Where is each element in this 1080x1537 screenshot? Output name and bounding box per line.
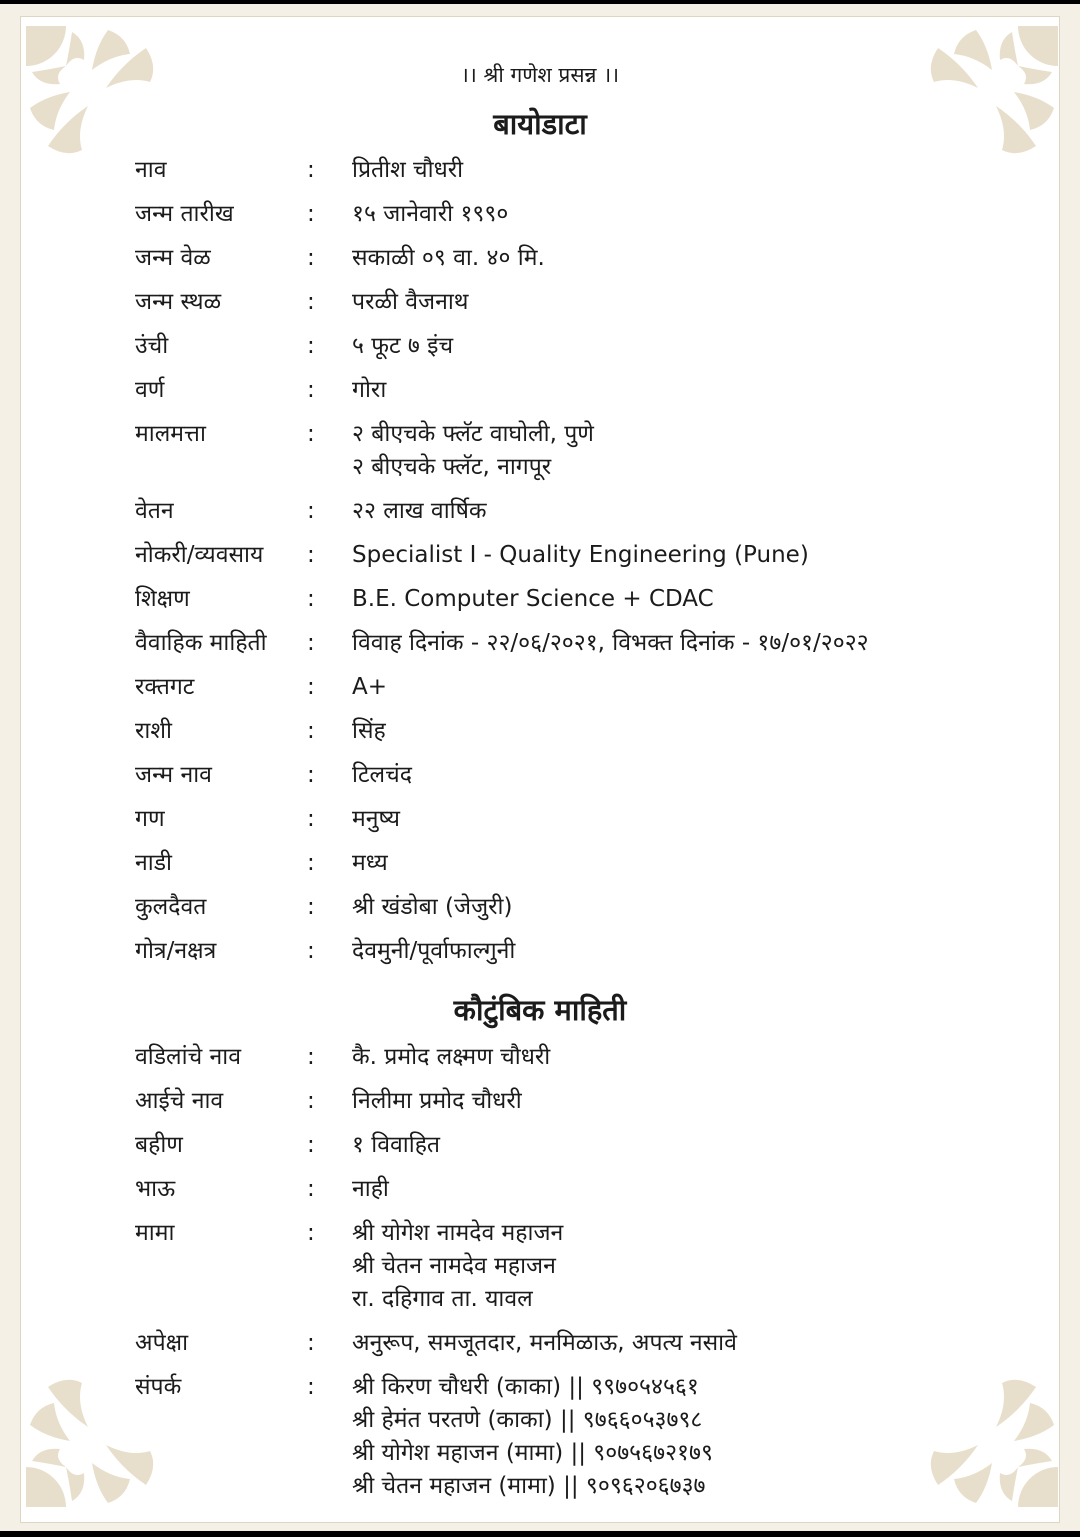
detail-value-line: श्री योगेश महाजन (मामा) || ९०७५६७२१७९: [352, 1440, 713, 1466]
detail-row: [135, 374, 1015, 407]
detail-row: [135, 759, 1015, 792]
detail-value: [352, 891, 1015, 924]
detail-value-line: सिंह: [352, 718, 386, 744]
detail-value-line: श्री योगेश नामदेव महाजन: [352, 1220, 564, 1246]
detail-row: [135, 1041, 1015, 1074]
separator-colon: :: [307, 542, 315, 568]
detail-label: बहीण: [135, 1132, 183, 1158]
detail-value: [352, 418, 1015, 484]
detail-value: [352, 627, 1015, 660]
detail-value-line: श्री हेमंत परतणे (काका) || ९७६६०५३७९८: [352, 1407, 703, 1433]
detail-value: [352, 715, 1015, 748]
detail-row: [135, 891, 1015, 924]
detail-label: नोकरी/व्यवसाय: [135, 542, 264, 568]
detail-value-line: विवाह दिनांक - २२/०६/२०२१, विभक्त दिनांक - १७/०१/२०२२: [352, 630, 869, 656]
detail-value-line: २ बीएचके फ्लॅट वाघोली, पुणे: [352, 421, 594, 447]
separator-colon: :: [307, 762, 315, 788]
separator-colon: :: [307, 674, 315, 700]
separator-colon: :: [307, 1044, 315, 1070]
detail-value-line: प्रितीश चौधरी: [352, 157, 464, 183]
detail-label: वर्ण: [135, 377, 165, 403]
detail-value-line: Specialist I - Quality Engineering (Pune): [352, 542, 809, 568]
separator-colon: :: [307, 850, 315, 876]
detail-value-line: अनुरूप, समजूतदार, मनमिळाऊ, अपत्य नसावे: [352, 1330, 737, 1356]
detail-value: [352, 759, 1015, 792]
detail-label: नाव: [135, 157, 167, 183]
detail-value: [352, 154, 1015, 187]
detail-label: जन्म तारीख: [135, 201, 234, 227]
detail-value-line: श्री चेतन महाजन (मामा) || ९०९६२०६७३७: [352, 1473, 706, 1499]
detail-value: [352, 583, 1015, 616]
detail-value: [352, 1327, 1015, 1360]
separator-colon: :: [307, 201, 315, 227]
detail-label: रक्तगट: [135, 674, 195, 700]
detail-row: [135, 715, 1015, 748]
detail-label: मालमत्ता: [135, 421, 206, 447]
detail-label: गण: [135, 806, 165, 832]
detail-value: [352, 198, 1015, 231]
detail-label: संपर्क: [135, 1374, 182, 1400]
detail-value: [352, 242, 1015, 275]
detail-value: [352, 1041, 1015, 1074]
detail-label: राशी: [135, 718, 172, 744]
detail-value-line: B.E. Computer Science + CDAC: [352, 586, 714, 612]
detail-row: [135, 1085, 1015, 1118]
detail-row: [135, 1217, 1015, 1316]
detail-value-line: A+: [352, 674, 388, 700]
separator-colon: :: [307, 289, 315, 315]
detail-value-line: रा. दहिगाव ता. यावल: [352, 1286, 533, 1312]
detail-value-line: सकाळी ०९ वा. ४० मि.: [352, 245, 545, 271]
separator-colon: :: [307, 718, 315, 744]
detail-row: [135, 330, 1015, 363]
detail-label: जन्म वेळ: [135, 245, 211, 271]
detail-row: [135, 1371, 1015, 1503]
detail-label: नाडी: [135, 850, 172, 876]
detail-label: जन्म नाव: [135, 762, 212, 788]
page-title: बायोडाटा: [493, 107, 587, 141]
detail-row: [135, 583, 1015, 616]
separator-colon: :: [307, 157, 315, 183]
separator-colon: :: [307, 421, 315, 447]
detail-value-line: मध्य: [352, 850, 388, 876]
family-section-title: कौटुंबिक माहिती: [453, 993, 627, 1027]
separator-colon: :: [307, 377, 315, 403]
detail-value: [352, 330, 1015, 363]
detail-value-line: परळी वैजनाथ: [352, 289, 469, 315]
detail-row: [135, 803, 1015, 836]
family-details: [135, 1041, 1015, 1514]
detail-value-line: ५ फूट ७ इंच: [352, 333, 454, 359]
detail-value-line: निलीमा प्रमोद चौधरी: [352, 1088, 522, 1114]
separator-colon: :: [307, 1132, 315, 1158]
separator-colon: :: [307, 1330, 315, 1356]
detail-row: [135, 154, 1015, 187]
separator-colon: :: [307, 1088, 315, 1114]
detail-value-line: देवमुनी/पूर्वाफाल्गुनी: [352, 938, 516, 964]
detail-label: कुलदैवत: [135, 894, 207, 920]
separator-colon: :: [307, 245, 315, 271]
detail-row: [135, 1129, 1015, 1162]
detail-value: [352, 1085, 1015, 1118]
detail-value: [352, 803, 1015, 836]
separator-colon: :: [307, 1176, 315, 1202]
separator-colon: :: [307, 1374, 315, 1400]
detail-value-line: मनुष्य: [352, 806, 401, 832]
detail-label: अपेक्षा: [135, 1330, 189, 1356]
detail-value: [352, 671, 1015, 704]
detail-value: [352, 374, 1015, 407]
detail-value-line: १५ जानेवारी १९९०: [352, 201, 509, 227]
detail-value: [352, 847, 1015, 880]
detail-row: [135, 286, 1015, 319]
detail-value: [352, 495, 1015, 528]
detail-value: [352, 1129, 1015, 1162]
detail-row: [135, 671, 1015, 704]
separator-colon: :: [307, 938, 315, 964]
separator-colon: :: [307, 498, 315, 524]
detail-value-line: श्री चेतन नामदेव महाजन: [352, 1253, 556, 1279]
detail-row: [135, 1173, 1015, 1206]
detail-label: उंची: [135, 333, 169, 359]
detail-value-line: श्री किरण चौधरी (काका) || ९९७०५४५६१: [352, 1374, 699, 1400]
detail-label: मामा: [135, 1220, 175, 1246]
detail-label: गोत्र/नक्षत्र: [135, 938, 217, 964]
detail-value-line: नाही: [352, 1176, 389, 1202]
detail-row: [135, 847, 1015, 880]
separator-colon: :: [307, 586, 315, 612]
detail-value-line: कै. प्रमोद लक्ष्मण चौधरी: [352, 1044, 551, 1070]
detail-row: [135, 418, 1015, 484]
detail-row: [135, 495, 1015, 528]
detail-value: [352, 1173, 1015, 1206]
detail-value: [352, 286, 1015, 319]
separator-colon: :: [307, 1220, 315, 1246]
separator-colon: :: [307, 333, 315, 359]
detail-label: जन्म स्थळ: [135, 289, 222, 315]
detail-value: [352, 539, 1015, 572]
detail-row: [135, 242, 1015, 275]
blessing-line: ।। श्री गणेश प्रसन्न ।।: [460, 63, 620, 87]
detail-label: शिक्षण: [135, 586, 190, 612]
detail-row: [135, 627, 1015, 660]
detail-row: [135, 539, 1015, 572]
detail-label: भाऊ: [135, 1176, 176, 1202]
detail-row: [135, 1327, 1015, 1360]
detail-label: वैवाहिक माहिती: [135, 630, 267, 656]
personal-details: [135, 154, 1015, 979]
separator-colon: :: [307, 894, 315, 920]
separator-colon: :: [307, 630, 315, 656]
detail-value-line: २२ लाख वार्षिक: [352, 498, 487, 524]
detail-value: [352, 1217, 1015, 1316]
detail-value-line: गोरा: [352, 377, 387, 403]
detail-label: वडिलांचे नाव: [135, 1044, 242, 1070]
separator-colon: :: [307, 806, 315, 832]
detail-row: [135, 935, 1015, 968]
detail-value-line: १ विवाहित: [352, 1132, 441, 1158]
detail-label: आईचे नाव: [135, 1088, 224, 1114]
detail-row: [135, 198, 1015, 231]
page-background: [0, 4, 1080, 1531]
detail-value-line: श्री खंडोबा (जेजुरी): [352, 894, 513, 920]
detail-value: [352, 935, 1015, 968]
detail-value-line: २ बीएचके फ्लॅट, नागपूर: [352, 454, 552, 480]
detail-value: [352, 1371, 1015, 1503]
detail-value-line: टिलचंद: [352, 762, 412, 788]
detail-label: वेतन: [135, 498, 174, 524]
